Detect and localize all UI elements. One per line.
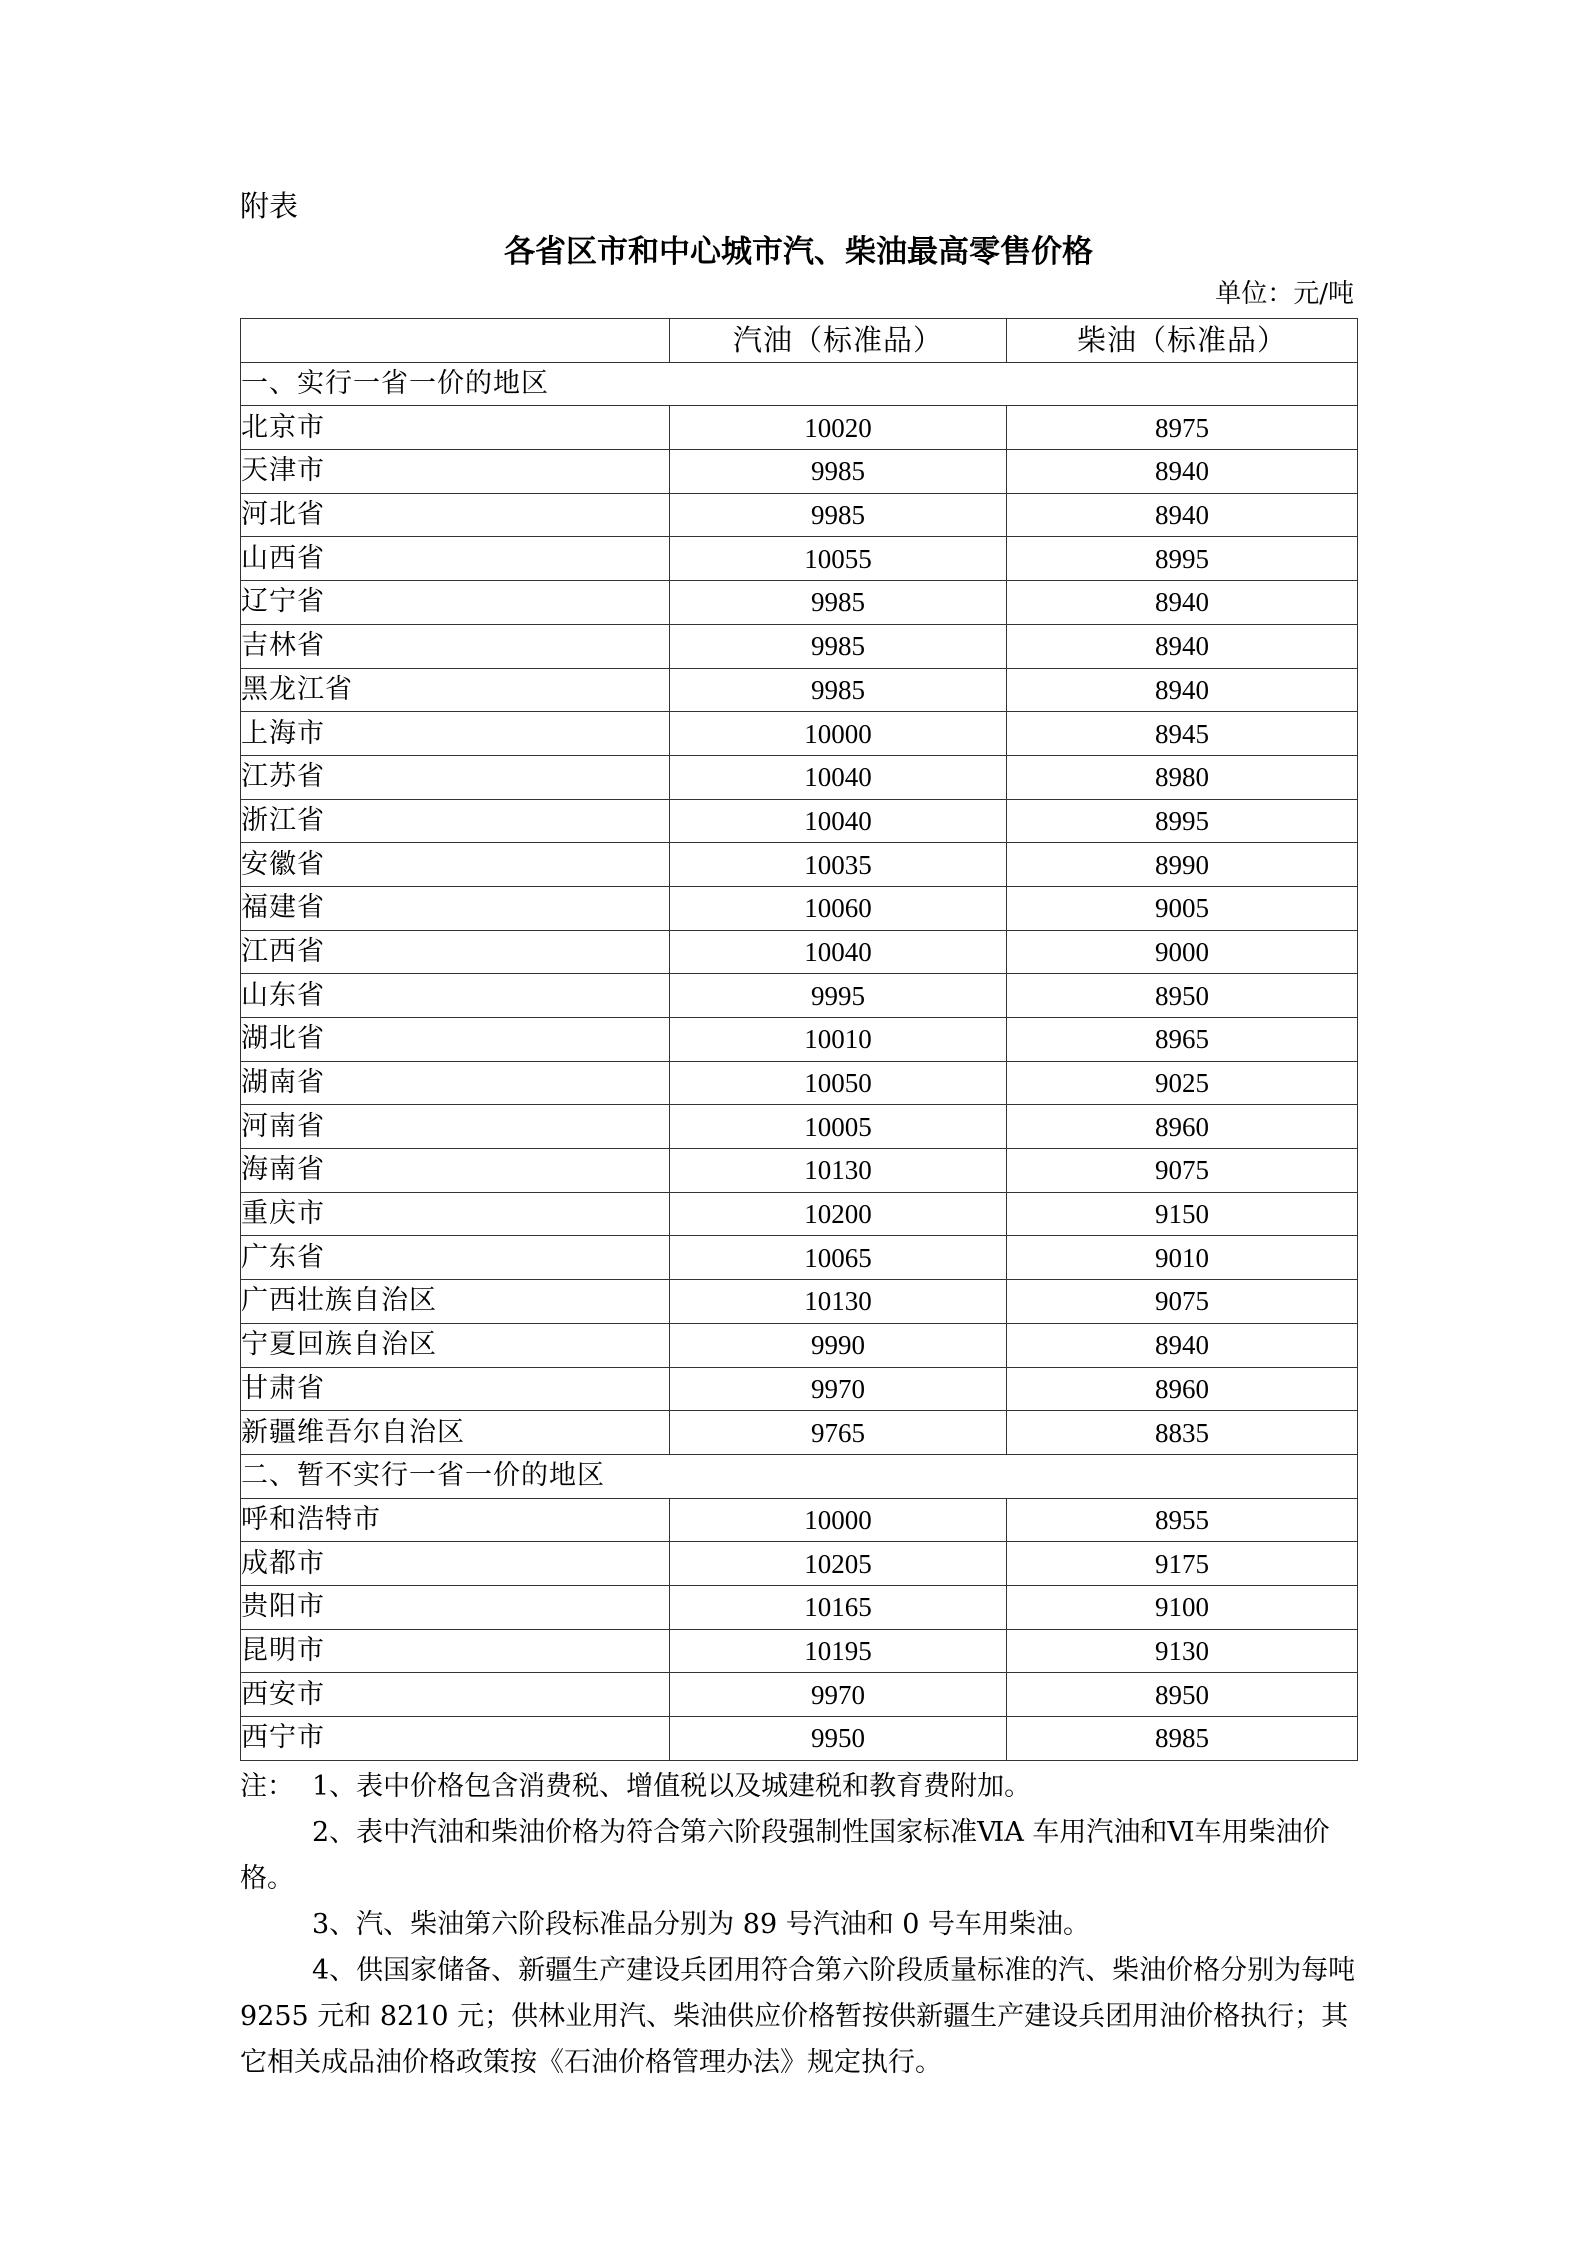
gasoline-price: 9985	[670, 581, 1007, 625]
diesel-price: 9175	[1007, 1542, 1358, 1586]
region-name: 湖南省	[241, 1061, 670, 1105]
diesel-price: 8965	[1007, 1018, 1358, 1062]
section-label: 二、暂不实行一省一价的地区	[241, 1454, 1358, 1498]
region-name: 河北省	[241, 493, 670, 537]
region-name: 甘肃省	[241, 1367, 670, 1411]
table-body	[241, 362, 1358, 1760]
region-name: 成都市	[241, 1542, 670, 1586]
region-name: 山东省	[241, 974, 670, 1018]
gasoline-price: 9985	[670, 450, 1007, 494]
diesel-price: 8980	[1007, 755, 1358, 799]
section-label: 一、实行一省一价的地区	[241, 362, 1358, 406]
gasoline-price: 10040	[670, 755, 1007, 799]
column-header-region	[241, 319, 670, 363]
table-row	[241, 930, 1358, 974]
table-row	[241, 1105, 1358, 1149]
region-name: 贵阳市	[241, 1585, 670, 1629]
notes	[240, 1764, 1357, 2086]
gasoline-price: 10040	[670, 799, 1007, 843]
diesel-price: 8995	[1007, 537, 1358, 581]
region-name: 安徽省	[241, 843, 670, 887]
gasoline-price: 10010	[670, 1018, 1007, 1062]
diesel-price: 8940	[1007, 581, 1358, 625]
section-row	[241, 1454, 1358, 1498]
region-name: 辽宁省	[241, 581, 670, 625]
region-name: 北京市	[241, 406, 670, 450]
gasoline-price: 9950	[670, 1717, 1007, 1761]
diesel-price: 9130	[1007, 1629, 1358, 1673]
table-row	[241, 1018, 1358, 1062]
diesel-price: 8940	[1007, 624, 1358, 668]
diesel-price: 8945	[1007, 712, 1358, 756]
diesel-price: 8950	[1007, 1673, 1358, 1717]
table-row	[241, 755, 1358, 799]
table-row	[241, 974, 1358, 1018]
table-row	[241, 799, 1358, 843]
table-row	[241, 886, 1358, 930]
table-row	[241, 406, 1358, 450]
diesel-price: 8940	[1007, 450, 1358, 494]
table-row	[241, 493, 1358, 537]
gasoline-price: 9985	[670, 624, 1007, 668]
gasoline-price: 9765	[670, 1411, 1007, 1455]
table-row	[241, 1367, 1358, 1411]
diesel-price: 9010	[1007, 1236, 1358, 1280]
diesel-price: 8955	[1007, 1498, 1358, 1542]
diesel-price: 8995	[1007, 799, 1358, 843]
table-row	[241, 1323, 1358, 1367]
region-name: 山西省	[241, 537, 670, 581]
diesel-price: 8940	[1007, 493, 1358, 537]
region-name: 宁夏回族自治区	[241, 1323, 670, 1367]
column-header-gasoline: 汽油（标准品）	[670, 319, 1007, 363]
gasoline-price: 9985	[670, 668, 1007, 712]
note-text: 1、表中价格包含消费税、增值税以及城建税和教育费附加。	[312, 1771, 1032, 1802]
region-name: 浙江省	[241, 799, 670, 843]
gasoline-price: 10055	[670, 537, 1007, 581]
gasoline-price: 10060	[670, 886, 1007, 930]
region-name: 上海市	[241, 712, 670, 756]
diesel-price: 8990	[1007, 843, 1358, 887]
region-name: 呼和浩特市	[241, 1498, 670, 1542]
table-row	[241, 1585, 1358, 1629]
region-name: 河南省	[241, 1105, 670, 1149]
diesel-price: 8960	[1007, 1367, 1358, 1411]
diesel-price: 8835	[1007, 1411, 1358, 1455]
note-4: 4、供国家储备、新疆生产建设兵团用符合第六阶段质量标准的汽、柴油价格分别为每吨 9255 元和 8210 元；供林业用汽、柴油供应价格暂按供新疆生产建设兵团用油价格执行；其它相关成品油价格政策按《石油价格管理办法》规定执行。	[240, 1955, 1356, 2078]
region-name: 新疆维吾尔自治区	[241, 1411, 670, 1455]
region-name: 海南省	[241, 1149, 670, 1193]
region-name: 天津市	[241, 450, 670, 494]
region-name: 重庆市	[241, 1192, 670, 1236]
price-table	[240, 318, 1358, 1761]
table-row	[241, 1673, 1358, 1717]
section-row	[241, 362, 1358, 406]
gasoline-price: 10130	[670, 1280, 1007, 1324]
annex-label: 附表	[240, 189, 299, 223]
diesel-price: 9025	[1007, 1061, 1358, 1105]
table-row	[241, 1629, 1358, 1673]
gasoline-price: 9995	[670, 974, 1007, 1018]
gasoline-price: 10050	[670, 1061, 1007, 1105]
region-name: 江西省	[241, 930, 670, 974]
gasoline-price: 10165	[670, 1585, 1007, 1629]
gasoline-price: 10000	[670, 1498, 1007, 1542]
table-row	[241, 1236, 1358, 1280]
region-name: 西安市	[241, 1673, 670, 1717]
gasoline-price: 9970	[670, 1673, 1007, 1717]
notes-label: 注：	[240, 1771, 294, 1802]
page-title: 各省区市和中心城市汽、柴油最高零售价格	[504, 234, 1093, 270]
table-row	[241, 581, 1358, 625]
gasoline-price: 10065	[670, 1236, 1007, 1280]
gasoline-price: 10005	[670, 1105, 1007, 1149]
diesel-price: 8950	[1007, 974, 1358, 1018]
diesel-price: 9075	[1007, 1280, 1358, 1324]
gasoline-price: 10195	[670, 1629, 1007, 1673]
table-row	[241, 1717, 1358, 1761]
note-1	[240, 1764, 1357, 1810]
diesel-price: 9000	[1007, 930, 1358, 974]
note-3: 3、汽、柴油第六阶段标准品分别为 89 号汽油和 0 号车用柴油。	[312, 1909, 1091, 1940]
table-row	[241, 450, 1358, 494]
region-name: 黑龙江省	[241, 668, 670, 712]
region-name: 福建省	[241, 886, 670, 930]
gasoline-price: 10000	[670, 712, 1007, 756]
unit-label: 单位：元/吨	[1215, 279, 1354, 309]
diesel-price: 8985	[1007, 1717, 1358, 1761]
gasoline-price: 9990	[670, 1323, 1007, 1367]
gasoline-price: 10200	[670, 1192, 1007, 1236]
column-header-diesel: 柴油（标准品）	[1007, 319, 1358, 363]
gasoline-price: 10035	[670, 843, 1007, 887]
diesel-price: 8975	[1007, 406, 1358, 450]
table-row	[241, 1542, 1358, 1586]
table-row	[241, 1061, 1358, 1105]
gasoline-price: 9970	[670, 1367, 1007, 1411]
gasoline-price: 10020	[670, 406, 1007, 450]
diesel-price: 8940	[1007, 1323, 1358, 1367]
region-name: 西宁市	[241, 1717, 670, 1761]
table-row	[241, 1149, 1358, 1193]
gasoline-price: 9985	[670, 493, 1007, 537]
region-name: 广东省	[241, 1236, 670, 1280]
region-name: 昆明市	[241, 1629, 670, 1673]
table-row	[241, 843, 1358, 887]
note-2: 2、表中汽油和柴油价格为符合第六阶段强制性国家标准ⅥA 车用汽油和Ⅵ车用柴油价格。	[240, 1817, 1330, 1894]
diesel-price: 9150	[1007, 1192, 1358, 1236]
region-name: 广西壮族自治区	[241, 1280, 670, 1324]
diesel-price: 9075	[1007, 1149, 1358, 1193]
region-name: 湖北省	[241, 1018, 670, 1062]
table-row	[241, 1498, 1358, 1542]
region-name: 吉林省	[241, 624, 670, 668]
region-name: 江苏省	[241, 755, 670, 799]
table-row	[241, 537, 1358, 581]
table-row	[241, 1192, 1358, 1236]
gasoline-price: 10040	[670, 930, 1007, 974]
gasoline-price: 10130	[670, 1149, 1007, 1193]
table-row	[241, 1411, 1358, 1455]
diesel-price: 8960	[1007, 1105, 1358, 1149]
table-row	[241, 668, 1358, 712]
table-row	[241, 624, 1358, 668]
table-row	[241, 712, 1358, 756]
gasoline-price: 10205	[670, 1542, 1007, 1586]
diesel-price: 9100	[1007, 1585, 1358, 1629]
table-header-row	[241, 319, 1358, 363]
diesel-price: 8940	[1007, 668, 1358, 712]
table-row	[241, 1280, 1358, 1324]
diesel-price: 9005	[1007, 886, 1358, 930]
